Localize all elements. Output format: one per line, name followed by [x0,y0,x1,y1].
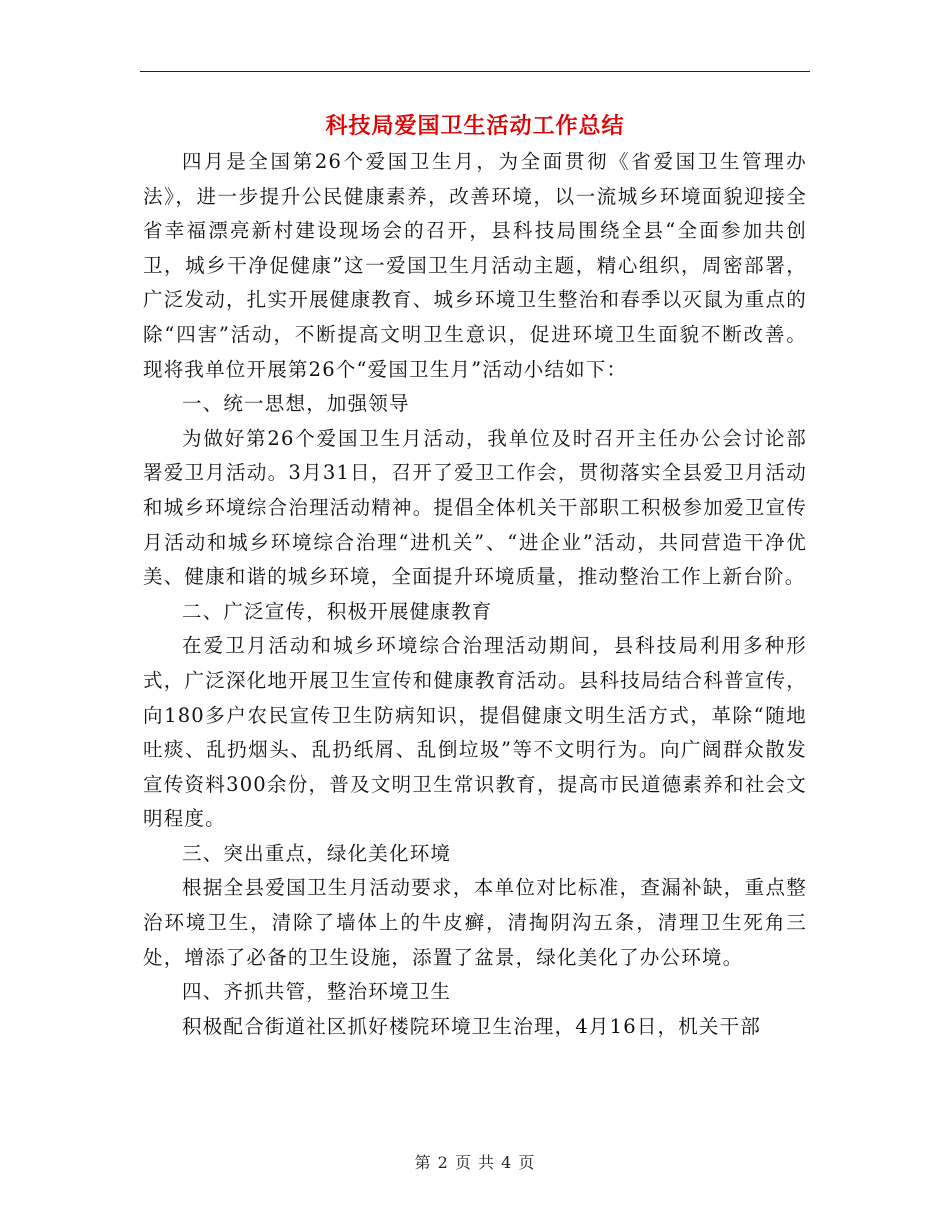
paragraph-section-3: 根据全县爱国卫生月活动要求，本单位对比标准，查漏补缺，重点整治环境卫生，清除了墙体上的牛皮癣，清掏阴沟五条，清理卫生死角三处，增添了必备的卫生设施，添置了盆景，绿化美化了办公环境。 [143,876,807,969]
section-heading-3: 三、突出重点，绿化美化环境 [182,841,452,865]
document-body [143,145,807,1044]
header-rule [140,71,810,72]
paragraph-section-1: 为做好第26个爱国卫生月活动，我单位及时召开主任办公会讨论部署爱卫月活动。3月31日，召开了爱卫工作会，贯彻落实全县爱卫月活动和城乡环境综合治理活动精神。提倡全体机关干部职工积极参加爱卫宣传月活动和城乡环境综合治理“进机关”、“进企业”活动，共同营造干净优美、健康和谐的城乡环境，全面提升环境质量，推动整治工作上新台阶。 [143,426,807,589]
section-heading-1: 一、统一思想，加强领导 [182,392,410,416]
paragraph-section-4: 积极配合街道社区抓好楼院环境卫生治理，4月16日，机关干部 [182,1014,762,1038]
section-heading-2: 二、广泛宣传，积极开展健康教育 [182,599,493,623]
section-heading-4: 四、齐抓共管，整治环境卫生 [182,980,452,1004]
document-title: 科技局爱国卫生活动工作总结 [325,113,625,139]
paragraph-section-2: 在爱卫月活动和城乡环境综合治理活动期间，县科技局利用多种形式，广泛深化地开展卫生宣传和健康教育活动。县科技局结合科普宣传，向180多户农民宣传卫生防病知识，提倡健康文明生活方式，革除“随地吐痰、乱扔烟头、乱扔纸屑、乱倒垃圾”等不文明行为。向广阔群众散发宣传资料300余份，普及文明卫生常识教育，提高市民道德素养和社会文明程度。 [143,634,807,831]
page-number-footer: 第 2 页 共 4 页 [414,1153,536,1172]
paragraph-intro: 四月是全国第26个爱国卫生月，为全面贯彻《省爱国卫生管理办法》，进一步提升公民健康素养，改善环境，以一流城乡环境面貌迎接全省幸福漂亮新村建设现场会的召开，县科技局围绕全县“全面参加共创卫，城乡干净促健康”这一爱国卫生月活动主题，精心组织，周密部署，广泛发动，扎实开展健康教育、城乡环境卫生整治和春季以灭鼠为重点的除“四害”活动，不断提高文明卫生意识，促进环境卫生面貌不断改善。现将我单位开展第26个“爱国卫生月”活动小结如下： [143,150,807,381]
